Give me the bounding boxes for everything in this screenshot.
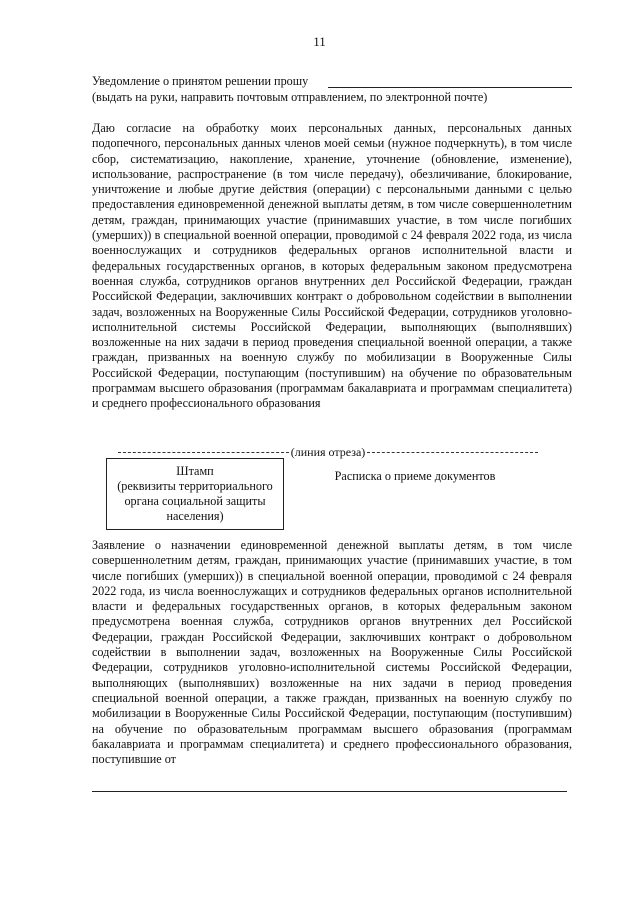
cut-line-dashes-left (118, 452, 289, 453)
applicant-name-field[interactable] (92, 791, 567, 792)
application-paragraph: Заявление о назначении единовременной денежной выплаты детям, в том числе совершеннолетним детям, граждан, принимающих участие (принимавших участие, в том числе погибших (умерших)) в специальной военной операции, проводимой с 24 февраля 2022 года, из числа военнослужащих и сотрудников федеральных органов исполнительной власти и федеральных государственных органов, в которых федеральным законом предусмотрена военная служба, сотрудников органов внутренних дел Российской Федерации, граждан Российской Федерации, заключивших контракт о добровольном содействии в выполнении задач, возложенных на Вооруженные Силы Российской Федерации, сотрудников уголовно-исполнительной системы Российской Федерации, выполняющих (выполнявших) возложенные на них задачи в период проведения специальной военной операции, а также граждан, призванных на военную службу по мобилизации в Вооруженные Силы Российской Федерации, поступающим (поступившим) на обучение по образовательным программам высшего образования (программам бакалавриата и программам специалитета) и среднего профессионального образования, поступившие от (92, 538, 572, 767)
stamp-details: (реквизиты территориального органа социальной защиты населения) (117, 479, 273, 523)
cut-line-dashes-right (367, 452, 538, 453)
notification-label: Уведомление о принятом решении прошу (92, 74, 309, 88)
page-number: 11 (313, 34, 326, 49)
notification-hint: (выдать на руки, направить почтовым отправлением, по электронной почте) (92, 90, 488, 104)
receipt-title: Расписка о приеме документов (334, 469, 496, 483)
stamp-box (106, 458, 284, 530)
cut-line-label: (линия отреза) (290, 445, 366, 459)
notification-method-field[interactable] (328, 87, 572, 88)
consent-paragraph: Даю согласие на обработку моих персональных данных, персональных данных подопечного, персональных данных членов моей семьи (нужное подчеркнуть), в том числе сбор, систематизацию, накопление, хранение, уточнение (обновление, изменение), использование, распространение (в том числе передачу), обезличивание, блокирование, уничтожение и любые другие действия (операции) с персональными данными с целью предоставления единовременной денежной выплаты детям, в том числе совершеннолетним детям, граждан, принимающих участие (принимавших участие, в том числе погибших (умерших)) в специальной военной операции, проводимой с 24 февраля 2022 года, из числа военнослужащих и сотрудников федеральных органов исполнительной власти и федеральных государственных органов, в которых федеральным законом предусмотрена военная служба, сотрудников органов внутренних дел Российской Федерации, граждан Российской Федерации, заключивших контракт о добровольном содействии в выполнении задач, возложенных на Вооруженные Силы Российской Федерации, сотрудников уголовно-исполнительной системы Российской Федерации, выполняющих (выполнявших) возложенные на них задачи в период проведения специальной военной операции, а также граждан, призванных на военную службу по мобилизации в Вооруженные Силы Российской Федерации, поступающим (поступившим) на обучение по образовательным программам высшего образования (программам бакалавриата и программам специалитета) и среднего профессионального образования (92, 121, 572, 411)
stamp-title: Штамп (176, 464, 214, 478)
